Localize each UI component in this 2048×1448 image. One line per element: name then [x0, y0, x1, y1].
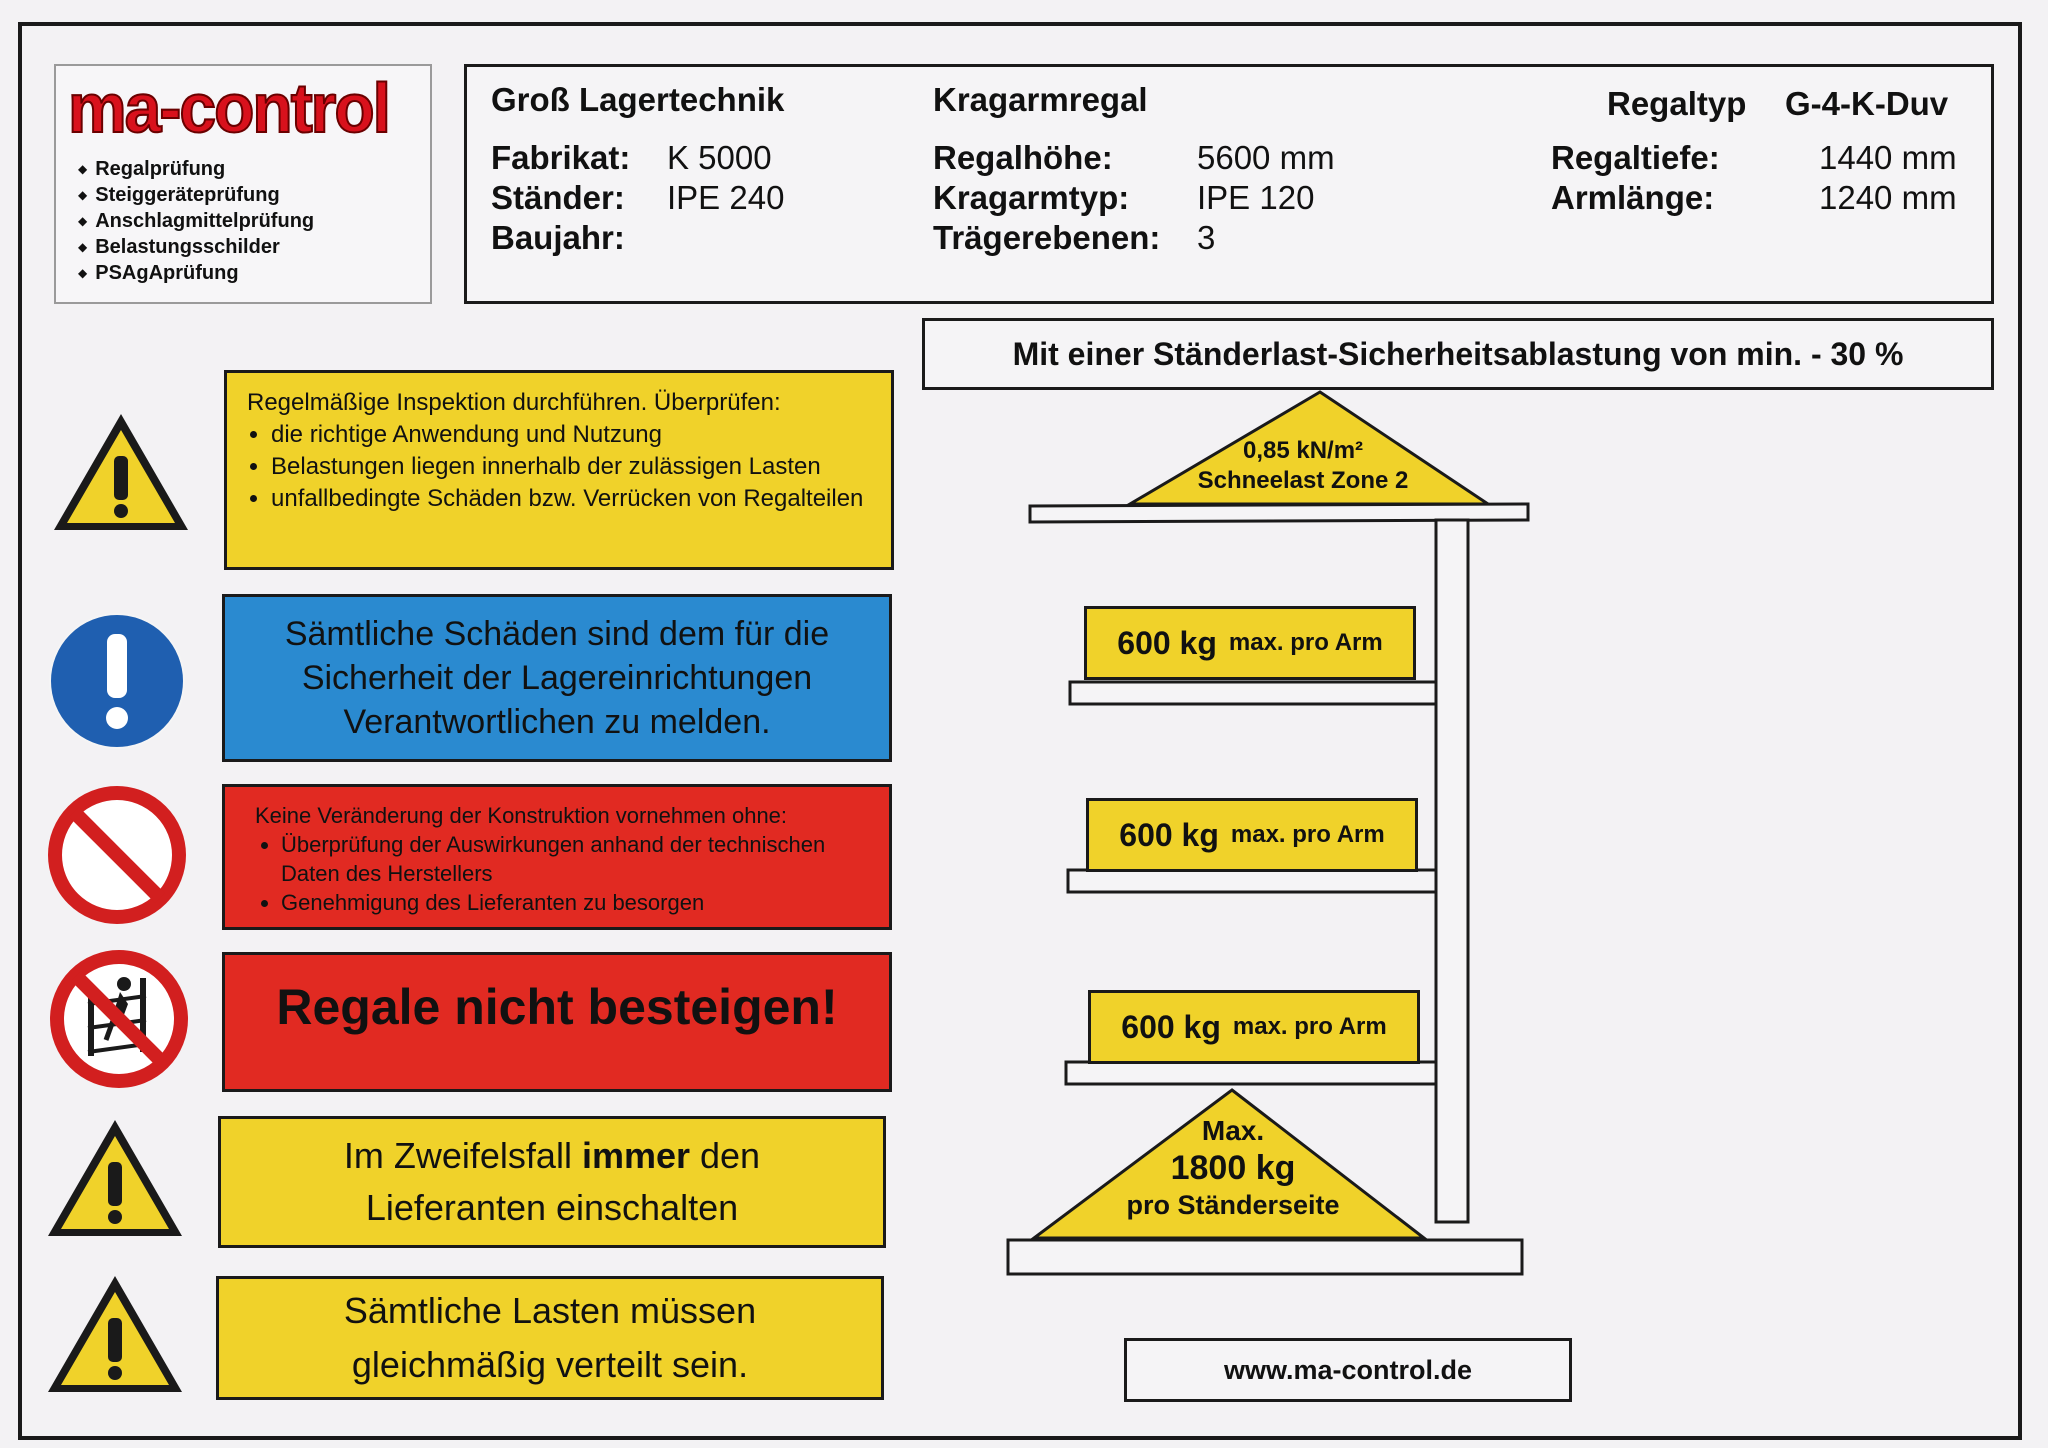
no-climb-text: Regale nicht besteigen!: [276, 979, 838, 1035]
arm-load-label: [1084, 606, 1416, 680]
inspection-item: • die richtige Anwendung und Nutzung: [271, 419, 871, 451]
no-climb-sign: [222, 952, 892, 1092]
loads-line: Sämtliche Lasten müssen: [343, 1290, 757, 1331]
snow-load-value: 0,85 kN/m²: [1242, 437, 1364, 464]
website-link[interactable]: www.ma-control.de: [1124, 1338, 1572, 1402]
doubt-sign: [218, 1116, 886, 1248]
snow-load-label: [1178, 436, 1428, 496]
regalhoehe-value: 5600 mm: [1197, 139, 1335, 176]
regaltiefe-value: 1440 mm: [1819, 139, 1957, 176]
arm-load-kg: 600 kg: [1119, 816, 1219, 853]
rack-info-box: [464, 64, 1994, 304]
info-exclamation-icon: [46, 610, 188, 752]
safety-note: Mit einer Ständerlast-Sicherheitsablastung von min. - 30 %: [922, 318, 1994, 390]
fabrikat-value: K 5000: [667, 139, 772, 176]
arm-load-kg: 600 kg: [1117, 624, 1217, 661]
arm-load-label: [1088, 990, 1420, 1064]
warning-icon: [44, 1272, 186, 1398]
column: [1436, 520, 1468, 1222]
service-item: ◆ Belastungsschilder: [78, 234, 314, 260]
staender-label: Ständer:: [491, 179, 625, 216]
traegerebenen-label: Trägerebenen:: [933, 219, 1161, 256]
damage-line: Sämtliche Schäden sind dem für die: [284, 615, 830, 653]
company-name: Groß Lagertechnik: [491, 81, 785, 118]
damage-line: Verantwortlichen zu melden.: [343, 703, 771, 741]
kragarmtyp-value: IPE 120: [1197, 179, 1315, 216]
base-foot: [1008, 1240, 1522, 1274]
armlaenge-label: Armlänge:: [1551, 179, 1715, 216]
column-load-label: [1100, 1114, 1366, 1222]
arm-load-kg: 600 kg: [1121, 1008, 1221, 1045]
warning-icon: [44, 1116, 186, 1242]
regalhoehe-label: Regalhöhe:: [933, 139, 1113, 176]
service-item: ◆ Steiggeräteprüfung: [78, 182, 314, 208]
kragarmtyp-label: Kragarmtyp:: [933, 179, 1130, 216]
inspection-item: • Belastungen liegen innerhalb der zulässigen Lasten: [271, 451, 871, 483]
service-item: ◆ Regalprüfung: [78, 156, 314, 182]
no-changes-intro: Keine Veränderung der Konstruktion vornehmen ohne:: [255, 803, 788, 828]
arm-load-rest: max. pro Arm: [1232, 1013, 1387, 1040]
arm-load-rest: max. pro Arm: [1230, 821, 1385, 848]
prohibition-icon: [46, 784, 188, 926]
service-item: ◆ PSAgAprüfung: [78, 260, 314, 286]
inspection-list: [247, 419, 871, 515]
rack-type-value: G-4-K-Duv: [1785, 85, 1949, 122]
baujahr-label: Baujahr:: [491, 219, 625, 256]
service-item: ◆ Anschlagmittelprüfung: [78, 208, 314, 234]
arm-3: [1066, 1062, 1436, 1084]
arm-2: [1068, 870, 1436, 892]
inspection-item: • unfallbedingte Schäden bzw. Verrücken von Regalteilen: [271, 483, 871, 515]
inspection-sign: [224, 370, 894, 570]
no-changes-list: [255, 830, 859, 917]
rack-kind: Kragarmregal: [933, 81, 1148, 118]
loads-line: gleichmäßig verteilt sein.: [351, 1344, 749, 1385]
logo-box: [54, 64, 432, 304]
doubt-bold: immer: [581, 1135, 691, 1176]
doubt-line1: [344, 1130, 760, 1182]
doubt-line2: Lieferanten einschalten: [365, 1187, 739, 1228]
arm-1: [1070, 682, 1436, 704]
doubt-pre: Im Zweifelsfall: [343, 1135, 582, 1176]
warning-icon: [50, 410, 192, 536]
no-climbing-icon: [48, 948, 190, 1090]
damage-report-sign: [222, 594, 892, 762]
staender-value: IPE 240: [667, 179, 785, 216]
fabrikat-label: Fabrikat:: [491, 139, 631, 176]
no-changes-sign: [222, 784, 892, 930]
column-load-side: pro Ständerseite: [1126, 1190, 1340, 1220]
no-changes-item: • Überprüfung der Auswirkungen anhand der technischen Daten des Herstellers: [281, 830, 859, 888]
armlaenge-value: 1240 mm: [1819, 179, 1957, 216]
traegerebenen-value: 3: [1197, 219, 1216, 256]
service-list: [78, 156, 314, 286]
rack-type-label: Regaltyp: [1607, 85, 1747, 122]
inspection-intro: Regelmäßige Inspektion durchführen. Überprüfen:: [247, 389, 781, 416]
column-load-kg: 1800 kg: [1170, 1149, 1296, 1187]
regaltiefe-label: Regaltiefe:: [1551, 139, 1720, 176]
snow-load-zone: Schneelast Zone 2: [1197, 467, 1409, 494]
column-load-max: Max.: [1201, 1115, 1265, 1146]
damage-line: Sicherheit der Lagereinrichtungen: [301, 659, 813, 697]
doubt-post: den: [690, 1135, 761, 1176]
brand-logo: ma-control: [68, 69, 390, 147]
arm-load-label: [1086, 798, 1418, 872]
even-load-sign: [216, 1276, 884, 1400]
arm-load-rest: max. pro Arm: [1228, 629, 1383, 656]
no-changes-item: • Genehmigung des Lieferanten zu besorgen: [281, 888, 859, 917]
